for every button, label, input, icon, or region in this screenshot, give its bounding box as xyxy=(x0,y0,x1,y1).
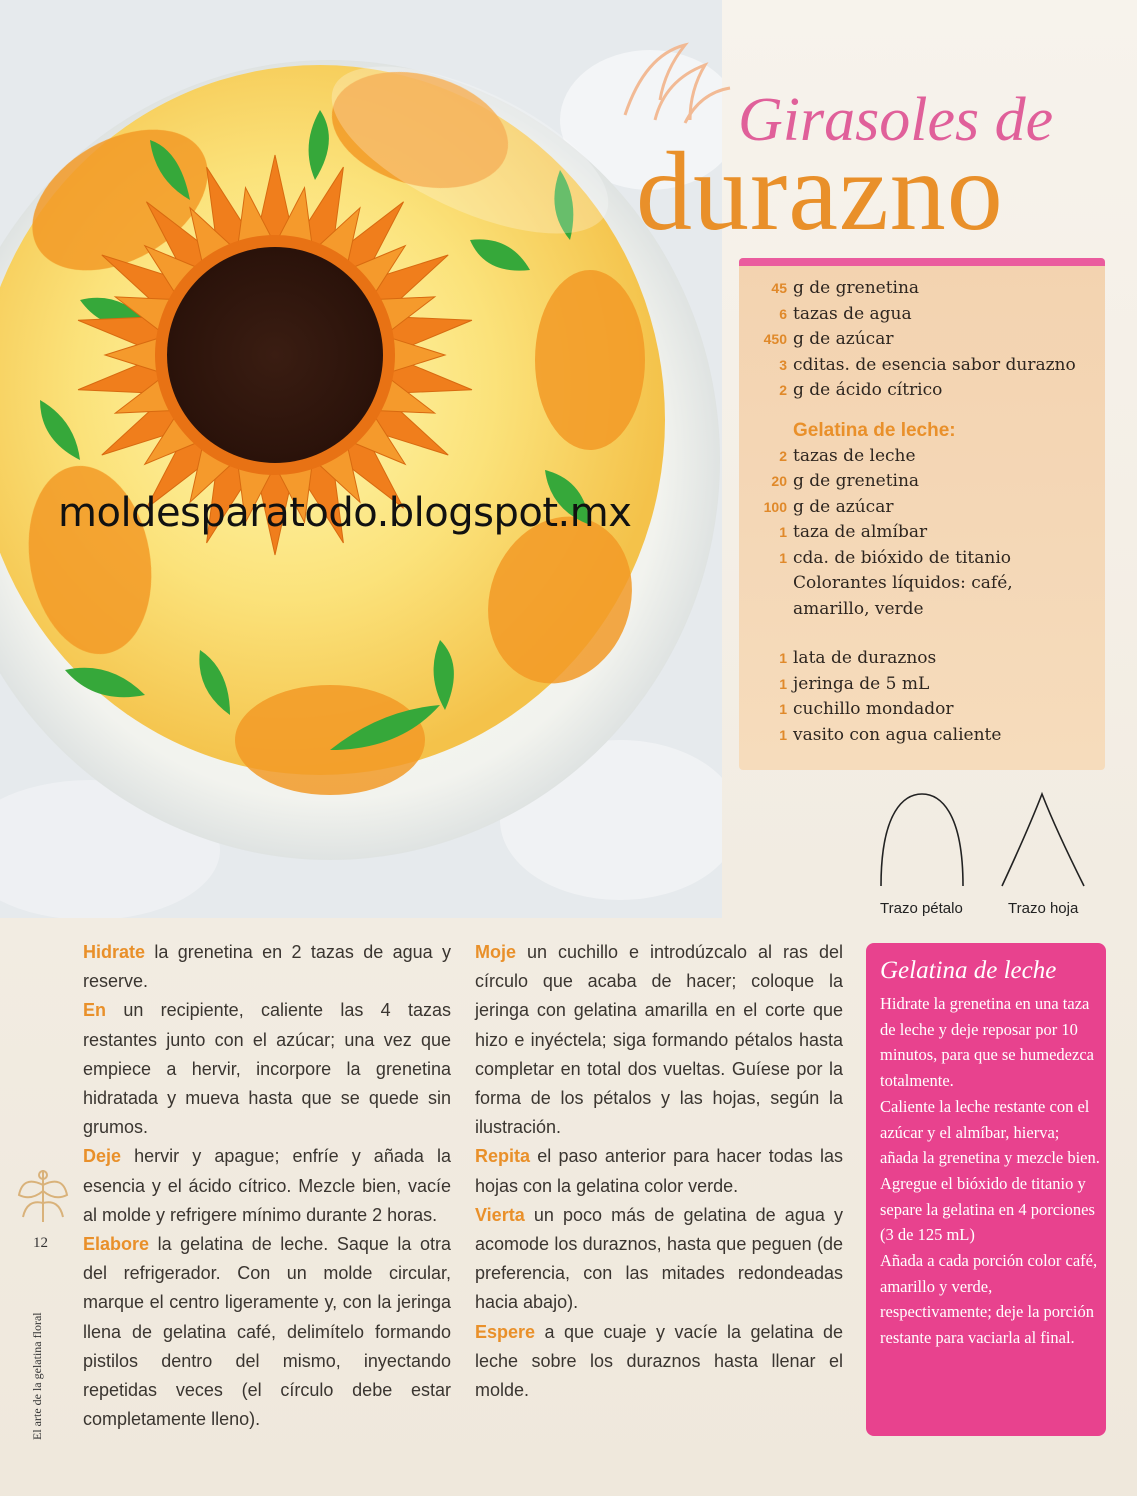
floral-ornament-icon xyxy=(14,1165,72,1227)
ingredient-text: cuchillo mondador xyxy=(793,699,954,719)
ingredient-text: tazas de agua xyxy=(793,303,912,324)
ingredient-row xyxy=(753,495,1105,521)
instruction-keyword: Hidrate xyxy=(83,942,146,962)
ingredient-row xyxy=(753,444,1105,470)
sidebox-paragraph: Caliente la leche restante con el azúcar y el almíbar, hierva; añada la grenetina y mezcle bien. Agregue el bióxido de titanio y separe la gelatina en 4 porciones (3 de 125 mL) xyxy=(880,1096,1100,1245)
ingredient-text: tazas de leche xyxy=(793,445,916,466)
flourish-ornament-icon xyxy=(615,35,735,125)
ingredient-text: g de ácido cítrico xyxy=(793,380,943,400)
ingredient-row xyxy=(753,571,1105,597)
sidebox-paragraph: Hidrate la grenetina en una taza de leche y deje reposar por 10 minutos, para que se humedezca totalmente. xyxy=(880,994,1094,1091)
ingredient-quantity: 1 xyxy=(779,549,787,566)
ingredient-row xyxy=(753,672,1105,698)
sidebox-paragraph: Añada a cada porción color café, amarillo y verde, respectivamente; deje la porción restante para vaciarla al final. xyxy=(880,1251,1098,1348)
ingredient-row xyxy=(753,546,1105,572)
instruction-keyword: Repita xyxy=(475,1146,531,1167)
ingredient-row xyxy=(753,646,1105,672)
ingredient-text: lata de duraznos xyxy=(793,648,937,668)
instruction-keyword: Deje xyxy=(83,1146,122,1167)
ingredient-text: taza de almíbar xyxy=(793,522,928,542)
recipe-title-line2: durazno xyxy=(636,130,1004,254)
ingredient-row xyxy=(753,353,1105,379)
ingredient-text: g de azúcar xyxy=(793,329,894,349)
ingredient-quantity: 450 xyxy=(763,331,787,347)
instruction-text: la grenetina en 2 tazas de agua y reserve. xyxy=(83,942,451,992)
ingredient-text: g de azúcar xyxy=(793,496,894,517)
ingredient-row xyxy=(753,520,1105,546)
instruction-text: un poco más de gelatina de agua y acomode los duraznos, hasta que peguen (de preferencia, con las mitades redondeadas hacia abajo). xyxy=(475,1204,843,1313)
instruction-step xyxy=(83,996,451,1142)
ingredient-quantity: 1 xyxy=(779,675,787,692)
page-number: 12 xyxy=(33,1235,48,1251)
ingredients-spacer xyxy=(753,622,1105,646)
ingredient-text: jeringa de 5 mL xyxy=(793,673,930,694)
instruction-step xyxy=(83,938,451,996)
ingredient-quantity: 6 xyxy=(779,305,787,322)
ingredient-quantity: 3 xyxy=(779,356,787,373)
leaf-stroke-diagram xyxy=(998,790,1088,890)
instruction-keyword: Moje xyxy=(475,942,517,962)
ingredient-quantity: 1 xyxy=(779,701,787,717)
leaf-stroke-label: Trazo hoja xyxy=(1008,900,1079,917)
instruction-step xyxy=(475,1142,843,1200)
running-title: El arte de la gelatina floral xyxy=(30,1312,44,1440)
sidebox-title: Gelatina de leche xyxy=(880,957,1057,984)
ingredient-quantity: 1 xyxy=(779,524,787,540)
instruction-step xyxy=(475,1318,843,1406)
instruction-step xyxy=(83,1230,451,1434)
ingredient-row xyxy=(753,327,1105,353)
ingredient-text: vasito con agua caliente xyxy=(793,724,1002,745)
ingredient-quantity: 2 xyxy=(779,447,787,464)
ingredient-quantity: 45 xyxy=(771,280,787,296)
ingredient-row xyxy=(753,276,1105,302)
instruction-text: el paso anterior para hacer todas las hojas con la gelatina color verde. xyxy=(475,1146,843,1196)
ingredient-text: cditas. de esencia sabor durazno xyxy=(793,354,1076,375)
milk-gelatin-sidebox xyxy=(866,943,1106,1436)
instruction-text: un recipiente, caliente las 4 tazas restantes junto con el azúcar; una vez que empiece a hervir, incorpore la grenetina hidratada y mueva hasta que se quede sin grumos. xyxy=(83,1000,451,1138)
ingredient-quantity: 1 xyxy=(779,650,787,666)
ingredient-row xyxy=(753,378,1105,404)
ingredient-row xyxy=(753,469,1105,495)
instructions-column-1 xyxy=(83,938,451,1434)
sidebox-body xyxy=(880,991,1100,1351)
instruction-keyword: Elabore xyxy=(83,1234,150,1255)
instruction-keyword: Vierta xyxy=(475,1204,525,1225)
ingredient-row xyxy=(753,302,1105,328)
milk-gelatin-heading: Gelatina de leche: xyxy=(793,419,956,441)
instruction-text: a que cuaje y vacíe la gelatina de leche sobre los duraznos hasta llenar el molde. xyxy=(475,1321,843,1401)
instruction-keyword: Espere xyxy=(475,1321,536,1342)
instruction-text: un cuchillo e introdúzcalo al ras del círculo que acaba de hacer; coloque la jeringa con gelatina amarilla en el corte que hizo e inyéctela; siga formando pétalos hasta completar en total dos vueltas. Guíese por la forma de los pétalos y las hojas, según la ilustración. xyxy=(475,942,843,1138)
ingredient-text: cda. de bióxido de titanio xyxy=(793,547,1011,568)
instruction-keyword: En xyxy=(83,1000,107,1021)
ingredient-row xyxy=(753,723,1105,749)
sunflower-jelly-illustration xyxy=(0,0,722,918)
instruction-step xyxy=(475,1201,843,1318)
instruction-step xyxy=(83,1142,451,1230)
instructions-column-2 xyxy=(475,938,843,1405)
sunflower-jelly-photo xyxy=(0,0,722,918)
instruction-text: hervir y apague; enfríe y añada la esencia y el ácido cítrico. Mezcle bien, vacíe al molde y refrigere mínimo durante 2 horas. xyxy=(83,1146,451,1225)
ingredient-quantity: 100 xyxy=(763,498,787,515)
petal-stroke-label: Trazo pétalo xyxy=(880,900,963,917)
ingredient-text: g de grenetina xyxy=(793,278,920,298)
ingredients-accent-bar xyxy=(739,258,1105,266)
ingredient-quantity: 20 xyxy=(771,473,787,489)
ingredients-box xyxy=(739,258,1105,770)
ingredient-quantity: 1 xyxy=(779,726,787,743)
ingredients-list xyxy=(753,276,1105,748)
petal-stroke-diagram xyxy=(875,790,970,890)
ingredient-text: g de grenetina xyxy=(793,471,920,491)
blog-watermark: moldesparatodo.blogspot.mx xyxy=(58,490,632,536)
ingredient-quantity: 2 xyxy=(779,382,787,398)
ingredient-row xyxy=(753,597,1105,623)
ingredient-text: amarillo, verde xyxy=(793,598,924,619)
instruction-text: la gelatina de leche. Saque la otra del refrigerador. Con un molde circular, marque el centro ligeramente y, con la jeringa llena de gelatina café, delimítelo formando pistilos dentro del mismo, inyectando repetidas veces (el círculo debe estar completamente lleno). xyxy=(83,1234,451,1430)
recipe-title-line1: Girasoles de xyxy=(738,86,1054,154)
instruction-step xyxy=(475,938,843,1142)
ingredient-row xyxy=(753,697,1105,723)
ingredient-text: Colorantes líquidos: café, xyxy=(793,573,1013,593)
